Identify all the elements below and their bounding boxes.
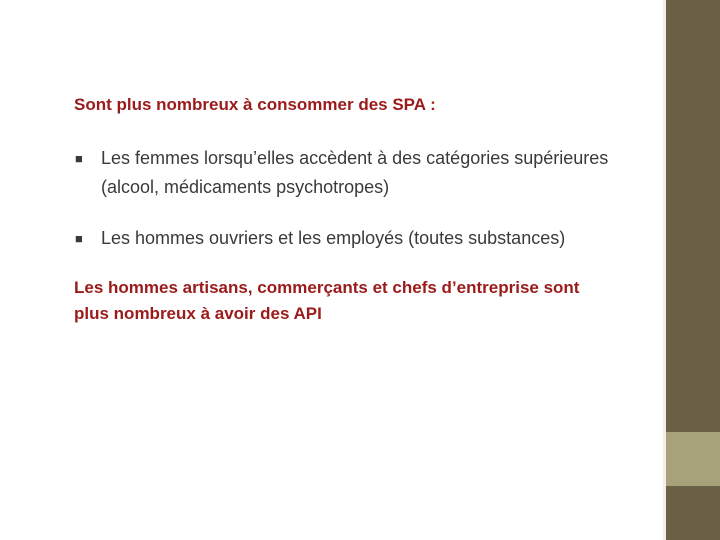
slide-content xyxy=(74,92,644,344)
bullet-item xyxy=(74,144,644,202)
square-bullet-icon: ■ xyxy=(75,231,83,246)
decorative-side-accent xyxy=(666,432,720,486)
slide-heading: Sont plus nombreux à consommer des SPA : xyxy=(74,95,436,114)
bullet-list xyxy=(74,144,644,253)
slide-conclusion: Les hommes artisans, commerçants et chefs d’entreprise sont plus nombreux à avoir des API xyxy=(74,278,580,323)
square-bullet-icon: ■ xyxy=(75,151,83,166)
bullet-text: Les hommes ouvriers et les employés (toutes substances) xyxy=(101,228,566,248)
bullet-text: Les femmes lorsqu’elles accèdent à des catégories supérieures (alcool, médicaments psychotropes) xyxy=(101,148,609,197)
bullet-item xyxy=(74,224,644,253)
